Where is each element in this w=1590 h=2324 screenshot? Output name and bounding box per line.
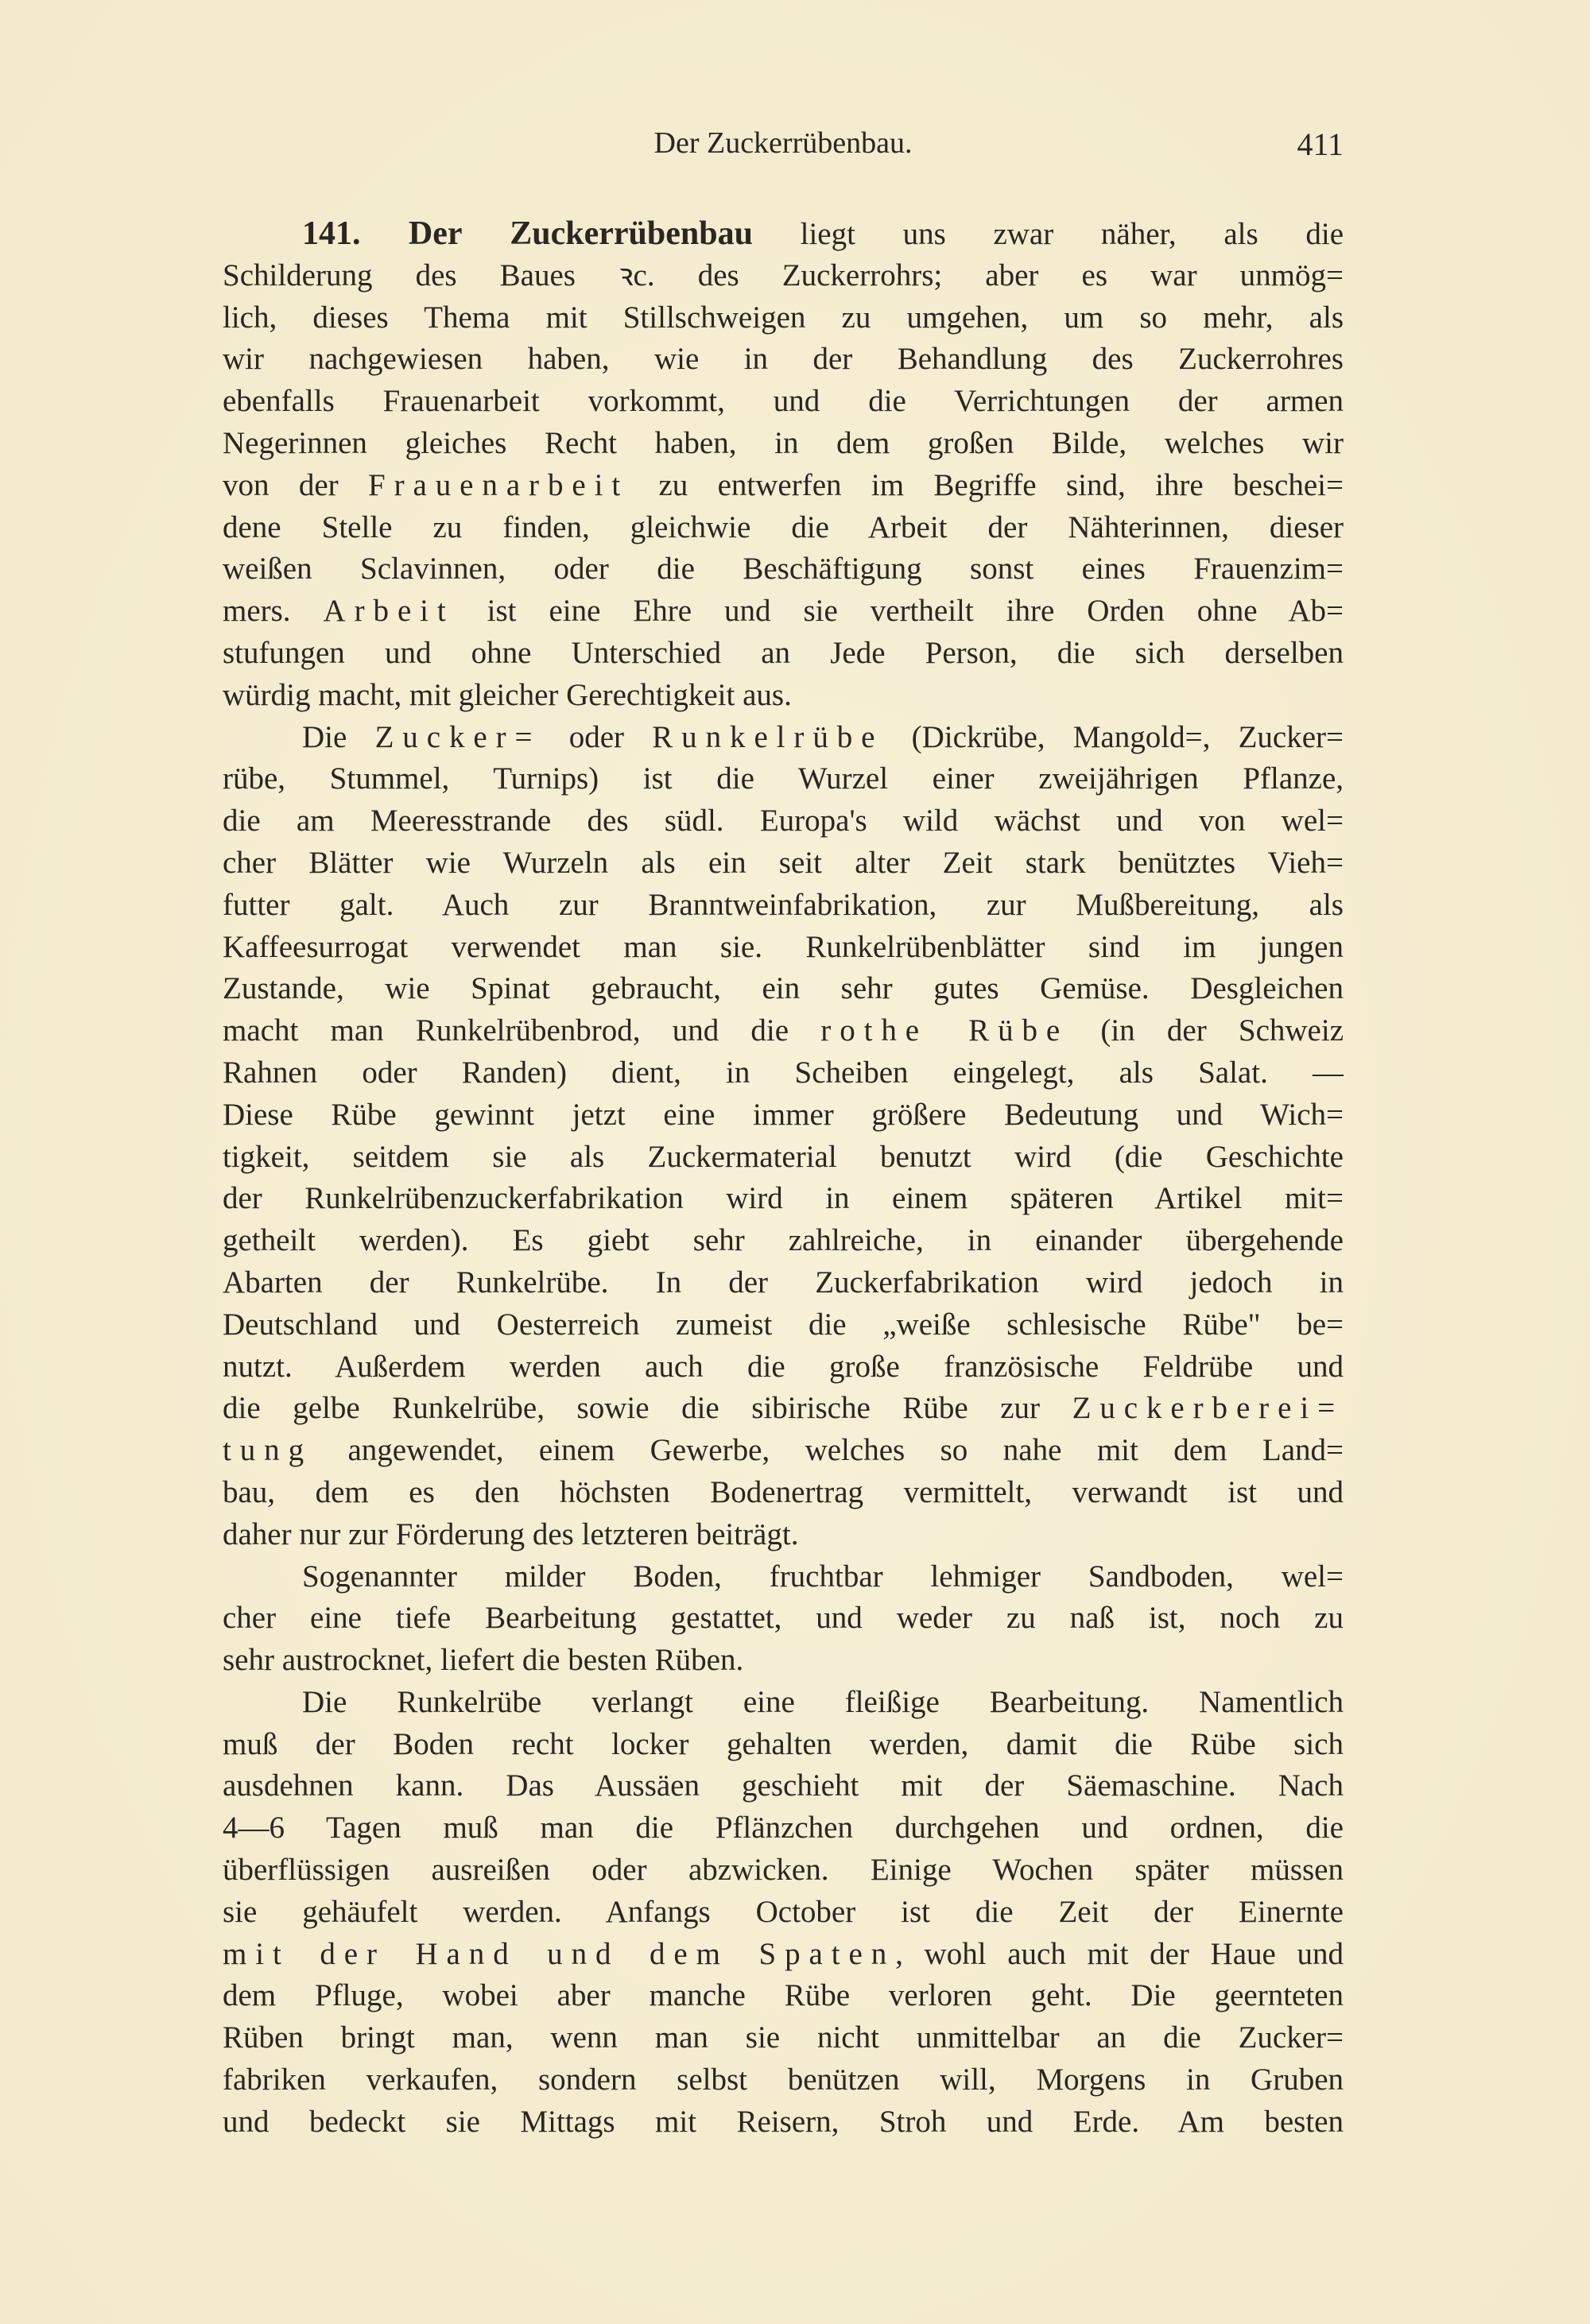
text-segment: der Runkelrübenzuckerfabrikation wird in einem späteren Artikel mit=: [223, 1181, 1344, 1216]
text-line: [223, 1975, 1344, 2017]
emphasized-text: mit der Hand und dem Spaten: [223, 1936, 896, 1971]
text-line: [223, 1388, 1344, 1430]
text-segment: nutzt. Außerdem werden auch die große französische Feldrübe und: [223, 1349, 1344, 1384]
text-segment: dem Pfluge, wobei aber manche Rübe verloren geht. Die geernteten: [223, 1978, 1344, 2013]
text-line: [223, 213, 1344, 255]
emphasized-text: rothe Rübe: [820, 1013, 1069, 1048]
text-segment: angewendet, einem Gewerbe, welches so nahe mit dem Land=: [312, 1433, 1344, 1468]
text-segment: futter galt. Auch zur Branntweinfabrikation, zur Mußbereitung, als: [223, 887, 1344, 922]
text-segment: ebenfalls Frauenarbeit vorkommt, und die Verrichtungen der armen: [223, 384, 1344, 419]
text-segment: bau, dem es den höchsten Bodenertrag vermittelt, verwandt ist und: [223, 1474, 1344, 1509]
text-segment: liegt uns zwar näher, als die: [752, 217, 1344, 251]
text-segment: Zustande, wie Spinat gebraucht, ein sehr gutes Gemüse. Desgleichen: [223, 971, 1344, 1006]
text-segment: zu entwerfen im Begriffe sind, ihre beschei=: [629, 467, 1344, 502]
text-segment: (Dickrübe, Mangold=, Zucker=: [883, 719, 1344, 754]
text-line: [223, 633, 1344, 675]
text-segment: Abarten der Runkelrübe. In der Zuckerfabrikation wird jedoch in: [223, 1265, 1344, 1300]
text-segment: weißen Sclavinnen, oder die Beschäftigung sonst eines Frauenzim=: [223, 552, 1344, 587]
text-line: [223, 507, 1344, 549]
text-line: [223, 1514, 1344, 1556]
text-line: [223, 1598, 1344, 1640]
running-head: [223, 126, 1344, 170]
text-segment: die am Meeresstrande des südl. Europa's wild wächst und von wel=: [223, 804, 1344, 839]
section-heading: Der Zuckerrübenbau: [408, 215, 753, 252]
text-segment: Negerinnen gleiches Recht haben, in dem großen Bilde, welches wir: [223, 425, 1344, 460]
text-line: [223, 1220, 1344, 1262]
text-line: [223, 1934, 1344, 1976]
text-segment: 4—6 Tagen muß man die Pflänzchen durchgehen und ordnen, die: [223, 1811, 1344, 1846]
text-segment: ausdehnen kann. Das Aussäen geschieht mit der Säemaschine. Nach: [223, 1768, 1344, 1803]
text-line: [223, 1346, 1344, 1389]
page-number: 411: [1297, 126, 1344, 162]
text-line: [223, 1094, 1344, 1137]
text-segment: Deutschland und Oesterreich zumeist die „weiße schlesische Rübe" be=: [223, 1307, 1344, 1342]
text-segment: Rüben bringt man, wenn man sie nicht unmittelbar an die Zucker=: [223, 2020, 1344, 2055]
text-line: [223, 968, 1344, 1010]
text-segment: cher eine tiefe Bearbeitung gestattet, und weder zu naß ist, noch zu: [223, 1601, 1344, 1636]
text-segment: würdig macht, mit gleicher Gerechtigkeit aus.: [223, 677, 792, 712]
text-line: [223, 2101, 1344, 2144]
text-segment: Die: [302, 719, 375, 754]
text-line: [223, 842, 1344, 885]
text-segment: Kaffeesurrogat verwendet man sie. Runkelrübenblätter sind im jungen: [223, 929, 1344, 964]
text-segment: Rahnen oder Randen) dient, in Scheiben eingelegt, als Salat. —: [223, 1055, 1344, 1090]
text-segment: rübe, Stummel, Turnips) ist die Wurzel einer zweijährigen Pflanze,: [223, 761, 1344, 796]
text-segment: cher Blätter wie Wurzeln als ein seit alter Zeit stark benütztes Vieh=: [223, 845, 1344, 880]
text-segment: mers.: [223, 594, 324, 629]
text-line: [223, 423, 1344, 465]
text-segment: sehr austrocknet, liefert die besten Rüben.: [223, 1643, 744, 1678]
text-segment: macht man Runkelrübenbrod, und die: [223, 1013, 821, 1048]
text-line: [223, 465, 1344, 507]
text-line: [223, 800, 1344, 842]
text-line: [223, 1430, 1344, 1472]
text-segment: muß der Boden recht locker gehalten werden, damit die Rübe sich: [223, 1726, 1344, 1761]
text-segment: Diese Rübe gewinnt jetzt eine immer größere Bedeutung und Wich=: [223, 1097, 1344, 1132]
text-line: [223, 2017, 1344, 2059]
text-line: [223, 381, 1344, 423]
text-line: [223, 927, 1344, 969]
text-segment: von der: [223, 467, 368, 502]
text-segment: oder: [541, 719, 653, 754]
text-line: [223, 548, 1344, 591]
text-segment: fabriken verkaufen, sondern selbst benützen will, Morgens in Gruben: [223, 2063, 1344, 2097]
text-line: [223, 1765, 1344, 1807]
text-line: [223, 758, 1344, 800]
text-segment: daher nur zur Förderung des letzteren beiträgt.: [223, 1516, 799, 1551]
text-segment: Sogenannter milder Boden, fruchtbar lehmiger Sandboden, wel=: [302, 1559, 1344, 1594]
emphasized-text: tung: [223, 1433, 313, 1468]
text-line: [223, 1892, 1344, 1934]
text-line: [223, 255, 1344, 297]
emphasized-text: Runkelrübe: [652, 719, 884, 754]
text-segment: , wohl auch mit der Haue und: [895, 1936, 1344, 1971]
emphasized-text: Zucker=: [374, 719, 541, 754]
text-segment: und bedeckt sie Mittags mit Reisern, Stroh und Erde. Am besten: [223, 2104, 1344, 2139]
text-line: [223, 1137, 1344, 1179]
text-segment: Schilderung des Baues ꝛc. des Zuckerrohrs; aber es war unmög=: [223, 258, 1344, 292]
text-segment: ist eine Ehre und sie vertheilt ihre Orden ohne Ab=: [454, 594, 1344, 629]
text-segment: getheilt werden). Es giebt sehr zahlreiche, in einander übergehende: [223, 1223, 1344, 1258]
emphasized-text: Arbeit: [323, 594, 455, 629]
text-line: [223, 1807, 1344, 1850]
text-line: [223, 591, 1344, 633]
text-segment: wir nachgewiesen haben, wie in der Behandlung des Zuckerrohres: [223, 342, 1344, 377]
text-segment: überflüssigen ausreißen oder abzwicken. Einige Wochen später müssen: [223, 1853, 1344, 1888]
text-line: [223, 1052, 1344, 1094]
text-segment: tigkeit, seitdem sie als Zuckermaterial benutzt wird (die Geschichte: [223, 1139, 1344, 1174]
text-line: [223, 1304, 1344, 1346]
text-line: [223, 1682, 1344, 1724]
text-line: [223, 1472, 1344, 1514]
text-line: [223, 1010, 1344, 1052]
text-line: [223, 1556, 1344, 1598]
text-segment: die gelbe Runkelrübe, sowie die sibirische Rübe zur: [223, 1391, 1072, 1426]
text-segment: sie gehäufelt werden. Anfangs October ist die Zeit der Einernte: [223, 1894, 1344, 1929]
text-line: [223, 1724, 1344, 1766]
running-title: Der Zuckerrübenbau.: [653, 126, 913, 160]
section-number: 141.: [302, 215, 409, 252]
text-line: [223, 717, 1344, 759]
text-line: [223, 1640, 1344, 1682]
text-segment: dene Stelle zu finden, gleichwie die Arbeit der Nähterinnen, dieser: [223, 509, 1344, 544]
text-line: [223, 339, 1344, 381]
text-line: [223, 675, 1344, 717]
text-segment: lich, dieses Thema mit Stillschweigen zu umgehen, um so mehr, als: [223, 300, 1344, 335]
text-line: [223, 1178, 1344, 1220]
text-segment: stufungen und ohne Unterschied an Jede Person, die sich derselben: [223, 635, 1344, 670]
emphasized-text: Zuckerberei=: [1072, 1391, 1344, 1426]
text-line: [223, 297, 1344, 339]
body-text: [223, 213, 1344, 2144]
text-line: [223, 1850, 1344, 1892]
emphasized-text: Frauenarbeit: [368, 467, 630, 502]
text-line: [223, 885, 1344, 927]
text-segment: (in der Schweiz: [1068, 1013, 1344, 1048]
text-segment: Die Runkelrübe verlangt eine fleißige Bearbeitung. Namentlich: [302, 1684, 1344, 1719]
text-line: [223, 1262, 1344, 1304]
text-line: [223, 2059, 1344, 2101]
